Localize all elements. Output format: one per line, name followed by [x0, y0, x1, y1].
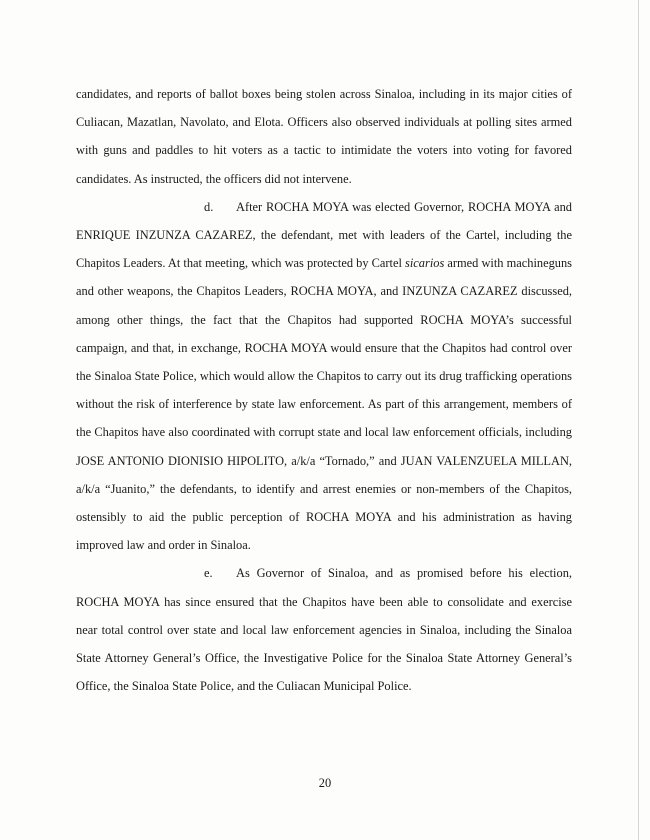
paragraph-d-italic-term: sicarios	[405, 256, 445, 271]
paragraph-e	[76, 559, 572, 700]
paragraph-c-continuation: candidates, and reports of ballot boxes being stolen across Sinaloa, including in its major cities of Culiacan, Mazatlan, Navolato, and Elota. Officers also observed individuals at polling sites armed with guns and paddles to hit voters as a tactic to intimidate the voters into voting for favored candidates. As instructed, the officers did not intervene.	[76, 87, 572, 186]
paragraph-d-text-2: armed with machineguns and other weapons, the Chapitos Leaders, ROCHA MOYA, and INZUNZA CAZAREZ discussed, among other things, the fact that the Chapitos had supported ROCHA MOYA’s successful campaign, and that, in exchange, ROCHA MOYA would ensure that the Chapitos had control over the Sinaloa State Police, which would allow the Chapitos to carry out its drug trafficking operations without the risk of interference by state law enforcement. As part of this arrangement, members of the Chapitos have also coordinated with corrupt state and local law enforcement officials, including JOSE ANTONIO DIONISIO HIPOLITO, a/k/a “Tornado,” and JUAN VALENZUELA MILLAN, a/k/a “Juanito,” the defendants, to identify and arrest enemies or non-members of the Chapitos, ostensibly to aid the public perception of ROCHA MOYA and his administration as having improved law and order in Sinaloa.	[76, 256, 572, 553]
paragraph-e-marker: e.	[204, 566, 213, 581]
page-number: 20	[318, 776, 332, 790]
body-text	[76, 80, 572, 700]
page-edge-line	[638, 0, 639, 840]
paragraph-e-text: As Governor of Sinaloa, and as promised before his election, ROCHA MOYA has since ensured that the Chapitos have been able to consolidate and exercise near total control over state and local law enforcement agencies in Sinaloa, including the Sinaloa State Attorney General’s Office, the Investigative Police for the Sinaloa State Attorney General’s Office, the Sinaloa State Police, and the Culiacan Municipal Police.	[76, 566, 572, 694]
paragraph-d-marker: d.	[204, 199, 214, 214]
paragraph-d	[76, 193, 572, 560]
paragraph-d-text-1: After ROCHA MOYA was elected Governor, ROCHA MOYA and ENRIQUE INZUNZA CAZAREZ, the defendant, met with leaders of the Cartel, including the Chapitos Leaders. At that meeting, which was protected by Cartel	[76, 199, 572, 271]
